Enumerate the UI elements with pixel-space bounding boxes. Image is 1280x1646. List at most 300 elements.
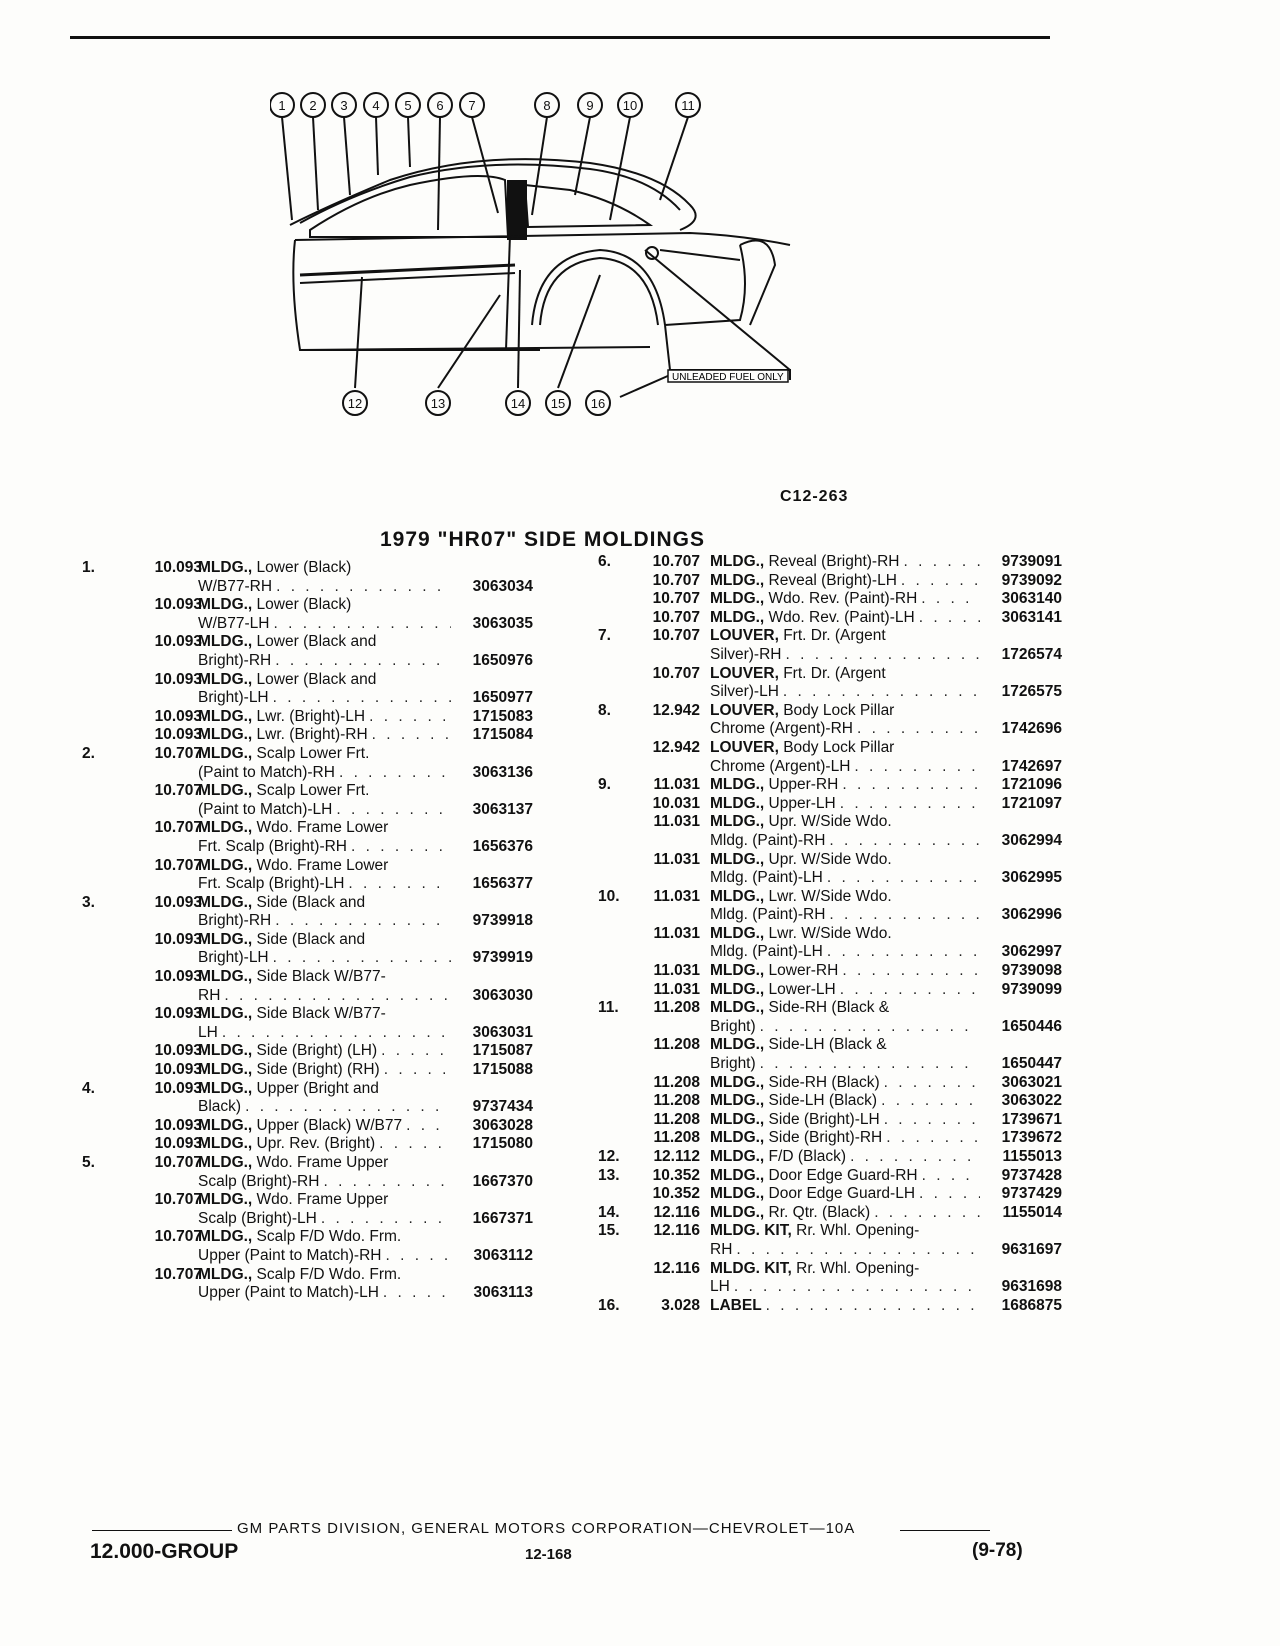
- part-entry: [82, 819, 552, 856]
- group-number: 10.707: [154, 856, 202, 874]
- item-number: 13.: [598, 1166, 620, 1184]
- part-number: 9631697: [1001, 1240, 1062, 1258]
- description-line: [198, 1117, 533, 1136]
- part-description: Side (Bright)-RH: [764, 1129, 883, 1147]
- description-line: [710, 572, 1062, 591]
- leader-dots: [276, 578, 451, 597]
- leader-dots: [351, 838, 451, 857]
- part-entry: [598, 665, 1068, 702]
- part-entry: [82, 726, 552, 745]
- part-name: MLDG.,: [198, 930, 253, 948]
- part-number: 3062996: [1001, 906, 1062, 924]
- part-name: MLDG.,: [198, 707, 253, 725]
- part-description: Bright)-LH: [198, 689, 269, 707]
- part-description: Upr. W/Side Wdo.: [764, 813, 892, 831]
- group-number: 11.031: [653, 962, 700, 980]
- part-name: MLDG.,: [198, 893, 253, 911]
- part-name: MLDG.,: [198, 633, 253, 651]
- group-number: 12.112: [653, 1148, 700, 1165]
- part-number: 1742696: [1001, 720, 1062, 738]
- leader-dots: [857, 720, 980, 739]
- part-name: MLDG.,: [710, 1166, 765, 1184]
- leader-dots: [766, 1297, 980, 1316]
- part-description: Lower-RH: [764, 962, 839, 980]
- description-line: [198, 689, 533, 708]
- part-number: 1650447: [1001, 1055, 1062, 1073]
- part-description: Lwr. W/Side Wdo.: [764, 924, 892, 942]
- description-line: [710, 1297, 1062, 1316]
- part-entry: [82, 1080, 552, 1117]
- part-name: MLDG.,: [710, 1073, 765, 1091]
- part-description: (Paint to Match)-RH: [198, 763, 335, 781]
- leader-dots: [881, 1092, 980, 1111]
- part-number: 3063112: [473, 1246, 533, 1264]
- part-entry: [82, 968, 552, 1005]
- leader-dots: [224, 987, 451, 1006]
- leader-dots: [919, 609, 980, 628]
- part-name: MLDG.,: [198, 1042, 253, 1060]
- group-number: 10.093: [154, 707, 202, 725]
- part-description: Bright)-LH: [198, 949, 269, 967]
- fuel-label-text: UNLEADED FUEL ONLY: [672, 372, 784, 383]
- part-description: Door Edge Guard-RH: [764, 1166, 918, 1184]
- description-line: [710, 1222, 1062, 1241]
- leader-dots: [273, 689, 451, 708]
- part-description: Mldg. (Paint)-LH: [710, 943, 823, 961]
- item-number: 2.: [82, 744, 95, 762]
- description-line: [198, 708, 533, 727]
- part-number: 1155013: [1002, 1148, 1062, 1165]
- svg-text:10: 10: [622, 98, 638, 113]
- part-entry: [598, 572, 1068, 591]
- part-number: 1656376: [472, 837, 533, 855]
- group-number: 11.031: [653, 980, 700, 998]
- group-number: 11.031: [653, 850, 700, 868]
- description-line: [198, 1005, 533, 1024]
- part-name: MLDG. KIT,: [710, 1222, 792, 1240]
- description-line: [198, 838, 533, 857]
- part-entry: [82, 1154, 552, 1191]
- part-name: MLDG.,: [710, 813, 765, 831]
- description-line: [198, 633, 533, 652]
- part-description: Bright)-RH: [198, 651, 272, 669]
- group-number: 10.707: [154, 1228, 202, 1246]
- part-description: Door Edge Guard-LH: [764, 1185, 916, 1203]
- part-number: 1650976: [472, 651, 533, 669]
- date-code: (9-78): [972, 1540, 1023, 1561]
- group-number: 11.208: [653, 1110, 700, 1128]
- leader-dots: [850, 1148, 980, 1167]
- group-number: 10.707: [652, 664, 700, 682]
- description-line: [198, 987, 533, 1006]
- description-line: [710, 999, 1062, 1018]
- part-description: Reveal (Bright)-LH: [764, 571, 897, 589]
- side-moldings-diagram: [270, 85, 850, 455]
- group-number: 12.116: [653, 1203, 700, 1221]
- part-entry: [598, 813, 1068, 850]
- description-line: [710, 906, 1062, 925]
- part-entry: [598, 739, 1068, 776]
- part-entry: [82, 1266, 552, 1303]
- description-line: [198, 912, 533, 931]
- leader-dots: [829, 906, 980, 925]
- part-description: Scalp F/D Wdo. Frm.: [252, 1228, 402, 1246]
- description-line: [710, 1167, 1062, 1186]
- part-entry: [598, 776, 1068, 795]
- part-number: 1650977: [472, 689, 533, 707]
- leader-dots: [381, 1042, 451, 1061]
- part-entry: [82, 633, 552, 670]
- parts-list-left: [82, 559, 552, 1303]
- part-entry: [598, 1148, 1068, 1167]
- part-entry: [598, 609, 1068, 628]
- item-number: 4.: [82, 1079, 95, 1097]
- part-description: Side Black W/B77-: [252, 1005, 386, 1023]
- top-rule: [70, 36, 1050, 39]
- description-line: [198, 1024, 533, 1043]
- part-entry: [82, 708, 552, 727]
- description-line: [710, 888, 1062, 907]
- part-entry: [598, 1185, 1068, 1204]
- part-name: MLDG.,: [198, 1135, 253, 1153]
- part-description: Body Lock Pillar: [778, 738, 895, 756]
- part-name: LOUVER,: [710, 664, 779, 682]
- part-entry: [598, 851, 1068, 888]
- part-number: 1726574: [1001, 645, 1062, 663]
- description-line: [198, 949, 533, 968]
- svg-text:6: 6: [436, 98, 444, 113]
- part-name: LOUVER,: [710, 627, 779, 645]
- part-entry: [598, 1111, 1068, 1130]
- description-line: [710, 1148, 1062, 1167]
- part-description: Silver)-RH: [710, 645, 782, 663]
- part-name: MLDG.,: [710, 887, 765, 905]
- group-number: 11.031: [653, 887, 700, 905]
- part-name: MLDG.,: [710, 1092, 765, 1110]
- part-name: MLDG.,: [710, 1148, 765, 1165]
- leader-dots: [886, 1129, 980, 1148]
- part-number: 3062994: [1001, 831, 1062, 849]
- description-line: [710, 1055, 1062, 1074]
- part-entry: [82, 894, 552, 931]
- description-line: [198, 857, 533, 876]
- part-name: MLDG.,: [198, 1061, 253, 1079]
- group-number: 10.707: [154, 744, 202, 762]
- part-number: 9737428: [1001, 1166, 1062, 1184]
- part-description: Side (Bright)-LH: [764, 1110, 880, 1128]
- group-number: 10.707: [154, 782, 202, 800]
- part-description: F/D (Black): [764, 1148, 847, 1165]
- group-number: 10.093: [154, 968, 202, 986]
- group-number: 10.093: [154, 596, 202, 614]
- description-line: [198, 615, 533, 634]
- part-description: Upper (Bright and: [252, 1079, 379, 1097]
- part-entry: [598, 1297, 1068, 1316]
- part-entry: [82, 1117, 552, 1136]
- part-description: Upper-LH: [764, 794, 836, 812]
- description-line: [198, 559, 533, 578]
- part-name: MLDG.,: [710, 1129, 765, 1147]
- part-number: 3063021: [1001, 1073, 1062, 1091]
- svg-text:12: 12: [347, 396, 363, 411]
- group-number: 11.208: [653, 1036, 700, 1054]
- part-entry: [598, 981, 1068, 1000]
- leader-dots: [336, 801, 451, 820]
- group-number: 10.707: [154, 1191, 202, 1209]
- group-number: 10.093: [154, 893, 202, 911]
- part-name: MLDG.,: [198, 1154, 253, 1171]
- part-entry: [598, 1167, 1068, 1186]
- part-entry: [598, 795, 1068, 814]
- leader-dots: [275, 652, 451, 671]
- svg-text:16: 16: [590, 396, 606, 411]
- part-name: MLDG.,: [710, 999, 765, 1017]
- leader-dots: [275, 912, 451, 931]
- part-description: Lwr. W/Side Wdo.: [764, 887, 892, 905]
- part-description: W/B77-LH: [198, 614, 270, 632]
- group-number: 10.093: [154, 1061, 202, 1079]
- leader-dots: [385, 1247, 451, 1266]
- part-description: Upper (Paint to Match)-LH: [198, 1284, 379, 1302]
- part-description: (Paint to Match)-LH: [198, 800, 333, 818]
- part-entry: [598, 590, 1068, 609]
- leader-dots: [274, 615, 452, 634]
- part-entry: [82, 745, 552, 782]
- part-entry: [82, 857, 552, 894]
- group-number: 10.707: [652, 627, 700, 645]
- part-entry: [82, 782, 552, 819]
- part-number: 9739092: [1001, 571, 1062, 589]
- group-number: 11.208: [653, 999, 700, 1017]
- part-number: 1721096: [1001, 776, 1062, 794]
- part-description: Lower (Black): [252, 596, 352, 614]
- part-description: Frt. Scalp (Bright)-RH: [198, 837, 347, 855]
- part-number: 9739098: [1001, 962, 1062, 980]
- description-line: [710, 1018, 1062, 1037]
- part-name: MLDG.,: [710, 980, 765, 998]
- description-line: [198, 596, 533, 615]
- part-number: 3063113: [473, 1284, 533, 1302]
- part-description: Wdo. Frame Upper: [252, 1154, 389, 1171]
- part-description: Side-LH (Black &: [764, 1036, 887, 1054]
- svg-text:5: 5: [404, 98, 412, 113]
- group-number: 12.116: [653, 1259, 700, 1277]
- group-number: 10.352: [652, 1166, 700, 1184]
- leader-dots: [829, 832, 980, 851]
- description-line: [710, 627, 1062, 646]
- part-entry: [598, 1204, 1068, 1223]
- description-line: [198, 1284, 533, 1303]
- part-number: 1155014: [1002, 1203, 1062, 1221]
- part-entry: [82, 1191, 552, 1228]
- part-name: MLDG.,: [710, 924, 765, 942]
- part-description: Reveal (Bright)-RH: [764, 553, 900, 570]
- part-description: Frt. Dr. (Argent: [778, 664, 886, 682]
- part-number: 1667371: [472, 1209, 533, 1227]
- description-line: [710, 665, 1062, 684]
- description-line: [710, 1036, 1062, 1055]
- description-line: [710, 981, 1062, 1000]
- part-name: MLDG.,: [710, 608, 765, 626]
- group-number: 10.093: [154, 1042, 202, 1060]
- description-line: [198, 931, 533, 950]
- description-line: [710, 758, 1062, 777]
- part-description: Frt. Scalp (Bright)-LH: [198, 875, 345, 893]
- figure-code: C12-263: [780, 488, 849, 505]
- part-name: MLDG.,: [198, 596, 253, 614]
- leader-dots: [369, 708, 451, 727]
- part-number: 3063034: [472, 577, 533, 595]
- page-title: 1979 "HR07" SIDE MOLDINGS: [380, 528, 705, 551]
- part-name: MLDG.,: [710, 776, 765, 794]
- part-name: MLDG.,: [198, 1228, 253, 1246]
- part-description: Rr. Whl. Opening-: [791, 1222, 920, 1240]
- part-description: LH: [710, 1278, 730, 1296]
- part-description: Mldg. (Paint)-LH: [710, 869, 823, 887]
- group-number: 10.707: [652, 571, 700, 589]
- leader-dots: [919, 1185, 980, 1204]
- item-number: 3.: [82, 893, 95, 911]
- leader-dots: [245, 1098, 451, 1117]
- leader-dots: [842, 962, 980, 981]
- part-number: 9739091: [1001, 553, 1062, 570]
- part-entry: [82, 596, 552, 633]
- leader-dots: [874, 1204, 980, 1223]
- description-line: [710, 1241, 1062, 1260]
- part-description: Chrome (Argent)-LH: [710, 757, 851, 775]
- part-description: Bright): [710, 1055, 756, 1073]
- part-description: Wdo. Frame Upper: [252, 1191, 389, 1209]
- description-line: [198, 1228, 533, 1247]
- svg-text:13: 13: [430, 396, 446, 411]
- part-name: MLDG.,: [710, 794, 765, 812]
- part-description: Bright)-RH: [198, 912, 272, 930]
- description-line: [710, 1092, 1062, 1111]
- part-description: Side (Bright) (LH): [252, 1042, 378, 1060]
- item-number: 5.: [82, 1154, 95, 1171]
- group-number: 10.707: [154, 1265, 202, 1283]
- description-line: [710, 590, 1062, 609]
- part-number: 1715083: [472, 707, 533, 725]
- description-line: [198, 1266, 533, 1285]
- part-name: MLDG.,: [198, 1079, 253, 1097]
- leader-dots: [760, 1055, 980, 1074]
- part-description: Lwr. (Bright)-RH: [252, 726, 368, 744]
- item-number: 10.: [598, 887, 620, 905]
- description-line: [198, 782, 533, 801]
- description-line: [198, 652, 533, 671]
- group-number: 10.093: [154, 670, 202, 688]
- description-line: [710, 925, 1062, 944]
- part-entry: [598, 962, 1068, 981]
- description-line: [710, 1204, 1062, 1223]
- part-description: Mldg. (Paint)-RH: [710, 831, 826, 849]
- part-entry: [598, 1074, 1068, 1093]
- description-line: [198, 801, 533, 820]
- description-line: [710, 962, 1062, 981]
- part-entry: [598, 627, 1068, 664]
- leader-dots: [884, 1074, 980, 1093]
- description-line: [198, 1042, 533, 1061]
- description-line: [710, 720, 1062, 739]
- part-number: 9739919: [472, 949, 533, 967]
- leader-dots: [783, 683, 980, 702]
- part-entry: [598, 925, 1068, 962]
- description-line: [198, 1135, 533, 1154]
- part-description: Scalp Lower Frt.: [252, 782, 370, 800]
- part-number: 1739671: [1001, 1110, 1062, 1128]
- description-line: [198, 1098, 533, 1117]
- leader-dots: [760, 1018, 980, 1037]
- group-number: 10.707: [652, 608, 700, 626]
- part-description: Side-RH (Black): [764, 1073, 880, 1091]
- part-description: Scalp F/D Wdo. Frm.: [252, 1265, 402, 1283]
- description-line: [710, 702, 1062, 721]
- part-number: 1721097: [1001, 794, 1062, 812]
- part-name: MLDG.,: [198, 744, 253, 762]
- part-name: MLDG. KIT,: [710, 1259, 792, 1277]
- part-entry: [598, 888, 1068, 925]
- item-number: 9.: [598, 776, 611, 794]
- description-line: [710, 1278, 1062, 1297]
- leader-dots: [348, 875, 451, 894]
- part-number: 9739918: [472, 912, 533, 930]
- description-line: [710, 851, 1062, 870]
- part-description: Scalp (Bright)-LH: [198, 1209, 317, 1227]
- part-name: MLDG.,: [710, 590, 765, 608]
- description-line: [198, 894, 533, 913]
- part-name: MLDG.,: [710, 553, 765, 570]
- svg-text:3: 3: [340, 98, 348, 113]
- description-line: [198, 578, 533, 597]
- leader-dots: [406, 1117, 451, 1136]
- part-number: 1667370: [472, 1172, 533, 1190]
- part-description: Bright): [710, 1017, 756, 1035]
- part-description: Side Black W/B77-: [252, 968, 386, 986]
- part-number: 9739099: [1001, 980, 1062, 998]
- part-name: MLDG.,: [198, 670, 253, 688]
- part-number: 1715084: [472, 726, 533, 744]
- part-entry: [82, 1005, 552, 1042]
- part-description: Side (Black and: [252, 930, 366, 948]
- item-number: 12.: [598, 1148, 620, 1165]
- item-number: 6.: [598, 553, 611, 570]
- svg-text:7: 7: [468, 98, 476, 113]
- description-line: [198, 1154, 533, 1173]
- description-line: [198, 764, 533, 783]
- footer-division: GM PARTS DIVISION, GENERAL MOTORS CORPORATION—CHEVROLET—10A: [237, 1520, 856, 1537]
- part-description: W/B77-RH: [198, 577, 273, 595]
- part-entry: [82, 931, 552, 968]
- part-name: MLDG.,: [710, 962, 765, 980]
- part-description: Rr. Whl. Opening-: [791, 1259, 920, 1277]
- part-number: 1715087: [472, 1042, 533, 1060]
- leader-dots: [379, 1135, 451, 1154]
- part-number: 3063137: [472, 800, 533, 818]
- svg-text:11: 11: [681, 98, 695, 113]
- part-description: Side (Bright) (RH): [252, 1061, 380, 1079]
- group-number: 12.942: [652, 738, 700, 756]
- group-number: 10.707: [154, 819, 202, 837]
- part-description: Side-LH (Black): [764, 1092, 878, 1110]
- group-number: 10.093: [154, 1116, 202, 1134]
- part-entry: [598, 999, 1068, 1036]
- leader-dots: [901, 572, 980, 591]
- part-description: Frt. Dr. (Argent: [778, 627, 886, 645]
- group-number: 10.707: [652, 553, 700, 570]
- part-description: Lwr. (Bright)-LH: [252, 707, 366, 725]
- part-name: MLDG.,: [198, 1265, 253, 1283]
